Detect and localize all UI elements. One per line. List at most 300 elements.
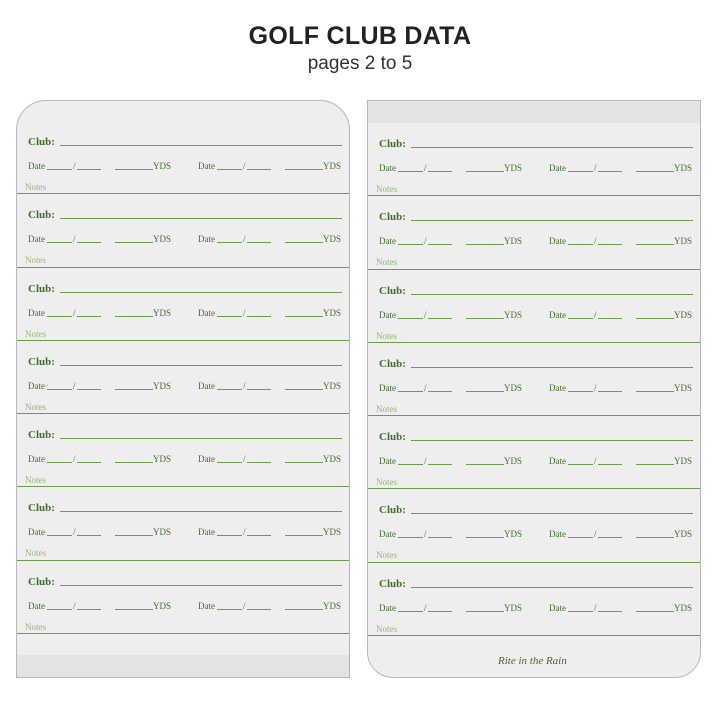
yardage-field-2[interactable] (285, 234, 341, 244)
date-label: Date (549, 456, 566, 467)
date-yardage-row (28, 601, 344, 615)
date-field-1[interactable] (28, 454, 101, 464)
date-yardage-row (379, 603, 695, 617)
date-slash: / (424, 163, 427, 173)
date-label: Date (379, 309, 396, 320)
date-month-blank[interactable] (568, 171, 593, 172)
club-name-field[interactable] (411, 440, 693, 441)
club-label: Club: (28, 282, 55, 295)
yardage-field-1[interactable] (466, 163, 522, 173)
yds-label: YDS (504, 529, 523, 540)
yardage-field-1[interactable] (115, 308, 171, 318)
date-month-blank[interactable] (568, 318, 593, 319)
date-month-blank[interactable] (568, 464, 593, 465)
yardage-field-2[interactable] (636, 529, 692, 539)
yardage-blank[interactable] (636, 244, 674, 245)
date-label: Date (198, 234, 215, 245)
yds-label: YDS (153, 307, 172, 318)
club-entry (368, 563, 700, 636)
date-label: Date (198, 307, 215, 318)
yardage-blank[interactable] (636, 537, 674, 538)
yardage-blank[interactable] (285, 609, 323, 610)
date-month-blank[interactable] (398, 244, 423, 245)
date-slash: / (73, 161, 76, 171)
date-label: Date (379, 602, 396, 613)
yardage-blank[interactable] (636, 391, 674, 392)
club-entry (368, 196, 700, 269)
yardage-field-1[interactable] (115, 234, 171, 244)
date-month-blank[interactable] (568, 244, 593, 245)
date-slash: / (243, 527, 246, 538)
right-page-entries (368, 123, 700, 636)
yardage-field-1[interactable] (466, 603, 522, 613)
date-month-blank[interactable] (568, 391, 593, 392)
date-month-blank[interactable] (47, 462, 72, 463)
date-month-blank[interactable] (47, 609, 72, 610)
club-row (28, 283, 342, 295)
yardage-blank[interactable] (115, 389, 153, 390)
club-label: Club: (379, 284, 406, 297)
date-day-blank[interactable] (77, 316, 101, 317)
date-day-blank[interactable] (598, 537, 622, 538)
date-day-blank[interactable] (428, 611, 452, 612)
club-label: Club: (379, 431, 406, 444)
date-label: Date (549, 602, 566, 613)
date-slash: / (594, 602, 597, 613)
date-slash: / (243, 307, 246, 318)
yardage-field-2[interactable] (285, 601, 341, 611)
date-field-1[interactable] (379, 236, 452, 246)
club-entry (17, 561, 349, 634)
date-day-blank[interactable] (247, 535, 271, 536)
yds-label: YDS (674, 456, 693, 467)
yardage-blank[interactable] (285, 389, 323, 390)
date-field-2[interactable] (549, 529, 622, 539)
yardage-field-1[interactable] (115, 161, 171, 171)
club-entry (368, 123, 700, 196)
club-entry (17, 414, 349, 487)
date-slash: / (243, 380, 246, 391)
date-field-1[interactable] (379, 163, 452, 173)
date-label: Date (28, 527, 45, 538)
club-label: Club: (28, 209, 55, 222)
yardage-blank[interactable] (636, 464, 674, 465)
date-yardage-row (379, 310, 695, 324)
notes-label: Notes (376, 184, 397, 194)
date-field-2[interactable] (549, 383, 622, 393)
yardage-blank[interactable] (285, 316, 323, 317)
date-month-blank[interactable] (568, 537, 593, 538)
date-month-blank[interactable] (217, 462, 242, 463)
club-name-field[interactable] (60, 218, 342, 219)
yardage-field-2[interactable] (636, 236, 692, 246)
club-entry (368, 270, 700, 343)
yds-label: YDS (323, 454, 342, 465)
notes-label: Notes (25, 182, 46, 192)
yardage-field-2[interactable] (285, 161, 341, 171)
date-month-blank[interactable] (217, 316, 242, 317)
club-row (28, 429, 342, 441)
date-month-blank[interactable] (398, 464, 423, 465)
yds-label: YDS (674, 236, 693, 247)
date-slash: / (424, 382, 427, 393)
yardage-field-1[interactable] (115, 454, 171, 464)
notes-label: Notes (25, 401, 46, 412)
yds-label: YDS (504, 309, 523, 320)
club-name-field[interactable] (60, 292, 342, 293)
date-slash: / (73, 600, 76, 611)
yds-label: YDS (323, 307, 342, 318)
date-day-blank[interactable] (428, 537, 452, 538)
club-row (28, 209, 342, 221)
date-month-blank[interactable] (398, 391, 423, 392)
date-label: Date (198, 454, 215, 465)
date-slash: / (424, 529, 427, 540)
club-entry (368, 416, 700, 489)
date-label: Date (549, 382, 566, 393)
yardage-field-1[interactable] (115, 527, 171, 537)
notes-label: Notes (376, 550, 397, 561)
date-day-blank[interactable] (247, 169, 271, 170)
club-label: Club: (28, 502, 55, 515)
date-slash: / (424, 309, 427, 320)
yardage-blank[interactable] (285, 535, 323, 536)
club-row (28, 356, 342, 368)
yardage-blank[interactable] (466, 391, 504, 392)
yardage-blank[interactable] (466, 244, 504, 245)
club-entry (17, 194, 349, 267)
date-month-blank[interactable] (47, 389, 72, 390)
page-subtitle: pages 2 to 5 (307, 53, 413, 74)
club-row (28, 576, 342, 588)
date-day-blank[interactable] (247, 462, 271, 463)
date-yardage-row (379, 236, 695, 250)
date-day-blank[interactable] (77, 609, 101, 610)
notes-label: Notes (376, 403, 397, 414)
yardage-blank[interactable] (466, 537, 504, 538)
club-row (379, 578, 693, 590)
date-label: Date (28, 307, 45, 318)
yardage-field-2[interactable] (636, 456, 692, 466)
date-slash: / (594, 456, 597, 467)
date-day-blank[interactable] (247, 609, 271, 610)
yardage-blank[interactable] (466, 464, 504, 465)
date-field-1[interactable] (28, 601, 101, 611)
date-label: Date (379, 382, 396, 393)
date-day-blank[interactable] (598, 464, 622, 465)
date-field-2[interactable] (549, 603, 622, 613)
yardage-field-2[interactable] (285, 527, 341, 537)
date-day-blank[interactable] (77, 389, 101, 390)
date-day-blank[interactable] (598, 244, 622, 245)
yardage-field-2[interactable] (285, 381, 341, 391)
date-month-blank[interactable] (217, 389, 242, 390)
yardage-blank[interactable] (285, 242, 323, 243)
brand-logo: Rite in the Rain (498, 655, 567, 667)
date-field-1[interactable] (379, 603, 452, 613)
yds-label: YDS (323, 600, 342, 611)
yds-label: YDS (504, 382, 523, 393)
yardage-field-2[interactable] (636, 383, 692, 393)
right-page-top-band (368, 101, 700, 123)
club-name-field[interactable] (411, 513, 693, 514)
date-yardage-row (28, 527, 344, 541)
date-month-blank[interactable] (47, 242, 72, 243)
date-month-blank[interactable] (398, 171, 423, 172)
date-label: Date (28, 234, 45, 245)
club-name-field[interactable] (60, 511, 342, 512)
club-row (379, 285, 693, 297)
yardage-blank[interactable] (285, 169, 323, 170)
date-field-1[interactable] (28, 161, 101, 171)
date-slash: / (73, 307, 76, 318)
date-slash: / (73, 234, 76, 245)
club-row (379, 211, 693, 223)
date-month-blank[interactable] (398, 611, 423, 612)
date-yardage-row (379, 383, 695, 397)
date-day-blank[interactable] (77, 462, 101, 463)
club-name-field[interactable] (411, 220, 693, 221)
yardage-blank[interactable] (115, 316, 153, 317)
yardage-blank[interactable] (115, 242, 153, 243)
club-entry (368, 343, 700, 416)
date-day-blank[interactable] (247, 316, 271, 317)
date-month-blank[interactable] (47, 169, 72, 170)
yardage-field-2[interactable] (285, 454, 341, 464)
date-field-1[interactable] (379, 383, 452, 393)
notes-label: Notes (25, 328, 46, 339)
yardage-blank[interactable] (115, 462, 153, 463)
notes-label: Notes (376, 623, 397, 634)
right-page (367, 100, 701, 678)
date-yardage-row (28, 161, 344, 175)
club-name-field[interactable] (60, 438, 342, 439)
date-slash: / (594, 529, 597, 540)
yardage-field-2[interactable] (285, 308, 341, 318)
yardage-blank[interactable] (285, 462, 323, 463)
date-day-blank[interactable] (77, 535, 101, 536)
club-row (379, 138, 693, 150)
yardage-blank[interactable] (636, 171, 674, 172)
date-yardage-row (379, 163, 695, 177)
yds-label: YDS (674, 382, 693, 393)
date-month-blank[interactable] (398, 318, 423, 319)
date-slash: / (243, 454, 246, 465)
date-slash: / (594, 309, 597, 320)
date-field-1[interactable] (28, 308, 101, 318)
date-field-1[interactable] (379, 529, 452, 539)
yds-label: YDS (504, 236, 523, 247)
date-day-blank[interactable] (598, 391, 622, 392)
club-name-field[interactable] (60, 585, 342, 586)
date-label: Date (379, 163, 396, 173)
date-field-2[interactable] (549, 310, 622, 320)
date-month-blank[interactable] (217, 242, 242, 243)
club-row (379, 358, 693, 370)
yds-label: YDS (504, 602, 523, 613)
yds-label: YDS (504, 456, 523, 467)
date-field-1[interactable] (379, 310, 452, 320)
date-slash: / (73, 380, 76, 391)
notes-label: Notes (25, 548, 46, 559)
date-label: Date (28, 454, 45, 465)
date-yardage-row (28, 454, 344, 468)
date-label: Date (549, 163, 566, 173)
yardage-blank[interactable] (115, 609, 153, 610)
left-page-entries (17, 121, 349, 634)
club-label: Club: (379, 577, 406, 590)
club-row (379, 431, 693, 443)
date-day-blank[interactable] (598, 611, 622, 612)
yds-label: YDS (674, 309, 693, 320)
club-label: Club: (28, 429, 55, 442)
club-label: Club: (28, 355, 55, 368)
yardage-blank[interactable] (115, 169, 153, 170)
date-yardage-row (28, 381, 344, 395)
yardage-field-1[interactable] (466, 310, 522, 320)
yardage-blank[interactable] (466, 318, 504, 319)
date-field-2[interactable] (549, 163, 622, 173)
yardage-blank[interactable] (466, 171, 504, 172)
date-day-blank[interactable] (598, 318, 622, 319)
club-entry (17, 268, 349, 341)
date-field-1[interactable] (28, 381, 101, 391)
club-name-field[interactable] (411, 294, 693, 295)
date-field-2[interactable] (198, 308, 271, 318)
date-field-2[interactable] (198, 161, 271, 171)
yardage-field-1[interactable] (466, 236, 522, 246)
date-slash: / (594, 236, 597, 247)
date-day-blank[interactable] (77, 169, 101, 170)
yds-label: YDS (674, 529, 693, 540)
notes-label: Notes (376, 477, 397, 488)
date-slash: / (594, 163, 597, 173)
yardage-blank[interactable] (636, 611, 674, 612)
date-day-blank[interactable] (428, 244, 452, 245)
yardage-blank[interactable] (115, 535, 153, 536)
date-month-blank[interactable] (568, 611, 593, 612)
date-slash: / (424, 236, 427, 247)
club-name-field[interactable] (411, 587, 693, 588)
yds-label: YDS (323, 527, 342, 538)
date-month-blank[interactable] (217, 535, 242, 536)
date-field-2[interactable] (198, 454, 271, 464)
date-field-1[interactable] (28, 527, 101, 537)
yardage-field-1[interactable] (466, 456, 522, 466)
club-label: Club: (379, 357, 406, 370)
date-day-blank[interactable] (428, 171, 452, 172)
yardage-field-1[interactable] (466, 383, 522, 393)
date-field-1[interactable] (28, 234, 101, 244)
yardage-field-1[interactable] (115, 601, 171, 611)
club-name-field[interactable] (60, 145, 342, 146)
yardage-field-2[interactable] (636, 310, 692, 320)
date-month-blank[interactable] (217, 169, 242, 170)
notes-label: Notes (376, 257, 397, 268)
date-yardage-row (28, 308, 344, 322)
date-slash: / (73, 527, 76, 538)
date-label: Date (198, 380, 215, 391)
date-yardage-row (379, 529, 695, 543)
date-slash: / (594, 382, 597, 393)
club-label: Club: (379, 138, 406, 150)
yardage-field-2[interactable] (636, 603, 692, 613)
date-day-blank[interactable] (428, 391, 452, 392)
date-field-1[interactable] (379, 456, 452, 466)
yardage-blank[interactable] (466, 611, 504, 612)
yds-label: YDS (323, 161, 342, 171)
yds-label: YDS (674, 163, 693, 173)
notes-label: Notes (25, 475, 46, 486)
club-row (28, 502, 342, 514)
date-field-2[interactable] (198, 527, 271, 537)
date-field-2[interactable] (549, 236, 622, 246)
yds-label: YDS (323, 380, 342, 391)
date-label: Date (28, 161, 45, 171)
club-label: Club: (28, 575, 55, 588)
date-field-2[interactable] (198, 601, 271, 611)
date-slash: / (243, 600, 246, 611)
date-day-blank[interactable] (428, 464, 452, 465)
date-field-2[interactable] (198, 234, 271, 244)
date-day-blank[interactable] (247, 389, 271, 390)
yardage-field-1[interactable] (115, 381, 171, 391)
notes-label: Notes (25, 621, 46, 632)
date-label: Date (379, 529, 396, 540)
date-day-blank[interactable] (247, 242, 271, 243)
yds-label: YDS (153, 454, 172, 465)
date-month-blank[interactable] (217, 609, 242, 610)
club-name-field[interactable] (411, 367, 693, 368)
yds-label: YDS (674, 602, 693, 613)
club-name-field[interactable] (411, 147, 693, 148)
yardage-field-1[interactable] (466, 529, 522, 539)
date-yardage-row (379, 456, 695, 470)
notes-label: Notes (376, 330, 397, 341)
date-label: Date (198, 161, 215, 171)
notes-label: Notes (25, 255, 46, 266)
date-day-blank[interactable] (598, 171, 622, 172)
club-entry (368, 489, 700, 562)
date-field-2[interactable] (549, 456, 622, 466)
date-slash: / (243, 234, 246, 245)
date-month-blank[interactable] (47, 535, 72, 536)
date-day-blank[interactable] (428, 318, 452, 319)
date-label: Date (379, 456, 396, 467)
club-row (379, 504, 693, 516)
yardage-field-2[interactable] (636, 163, 692, 173)
yds-label: YDS (153, 234, 172, 245)
yds-label: YDS (153, 380, 172, 391)
date-slash: / (73, 454, 76, 465)
date-month-blank[interactable] (47, 316, 72, 317)
yardage-blank[interactable] (636, 318, 674, 319)
date-day-blank[interactable] (77, 242, 101, 243)
date-label: Date (549, 309, 566, 320)
club-name-field[interactable] (60, 365, 342, 366)
date-month-blank[interactable] (398, 537, 423, 538)
date-label: Date (379, 236, 396, 247)
yds-label: YDS (323, 234, 342, 245)
club-entry (17, 341, 349, 414)
club-label: Club: (379, 504, 406, 517)
date-slash: / (243, 161, 246, 171)
club-entry (17, 121, 349, 194)
yds-label: YDS (504, 163, 523, 173)
date-label: Date (549, 236, 566, 247)
date-field-2[interactable] (198, 381, 271, 391)
club-row (28, 136, 342, 148)
